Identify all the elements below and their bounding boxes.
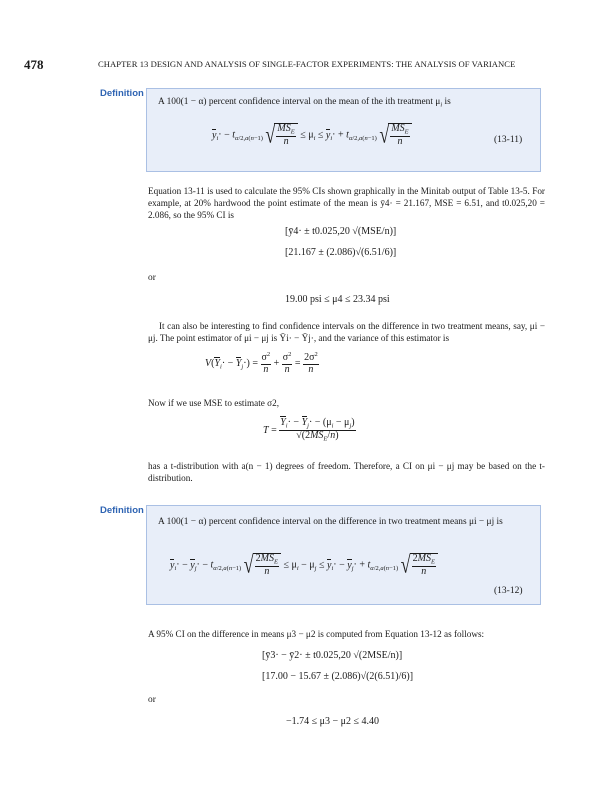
definition-text: A 100(1 − α) percent confidence interval on the difference in two treatment means μi − μj is [158, 517, 503, 527]
ci-result: −1.74 ≤ μ3 − μ2 ≤ 4.40 [286, 716, 379, 727]
ci-result: 19.00 psi ≤ μ4 ≤ 23.34 psi [285, 294, 390, 305]
or-text: or [148, 695, 156, 705]
or-text: or [148, 273, 156, 283]
paragraph: A 95% CI on the difference in means μ3 − μ2 is computed from Equation 13-12 as follows: [148, 629, 485, 639]
definition-label: Definition [100, 505, 144, 516]
paragraph: Now if we use MSE to estimate σ2, [148, 398, 280, 408]
equation-13-12: $y_i\cdot - y_j\cdot - t_{\alpha/2,a(n-1)}$ √ $\frac{2MS_E}{n}$ ≤ $\mu_i - \mu_j \le y_i\cdot - y_j\cdot + t_{\alpha/2,a(n-1)}$ √ $\frac{2MS_E}{n}$ [170, 553, 438, 578]
ci-step-1: [ȳ4· ± t0.025,20 √(MSE/n)] [285, 226, 397, 237]
ci-step-2: [21.167 ± (2.086)√(6.51/6)] [285, 247, 397, 258]
running-head: CHAPTER 13 DESIGN AND ANALYSIS OF SINGLE-FACTOR EXPERIMENTS: THE ANALYSIS OF VARIANCE [98, 59, 516, 69]
ci-step-2: [17.00 − 15.67 ± (2.086)√(2(6.51)/6)] [262, 671, 414, 682]
paragraph: It can also be interesting to find confidence intervals on the difference in two treatment means, say, μi − μj. The point estimator of μi − μj is Ȳi· − Ȳj·, and the variance of this estimator is [148, 321, 545, 343]
t-statistic-equation: T = $\frac{Y_i\cdot - Y_j\cdot - (\mu_i - \mu_j)}{√(2MS_E/n)}$ [263, 417, 355, 443]
equation-13-11: $y_i\cdot - t_{\alpha/2,a(n-1)}$ √ $\frac{MS_E}{n}$ ≤ $\mu_i \le y_i\cdot + t_{\alpha/2,a(n-1)}$ √ $\frac{MS_E}{n}$ [212, 123, 412, 148]
variance-equation: $V(Y_i\cdot - Y_j\cdot)$ = $\frac{\sigma^2}{n}$ + $\frac{\sigma^2}{n}$ = $\frac{2\sigma^2}{n}$ [205, 351, 318, 375]
equation-number: (13-11) [494, 135, 523, 145]
definition-label: Definition [100, 88, 144, 99]
equation-number: (13-12) [494, 586, 523, 596]
paragraph: Equation 13-11 is used to calculate the 95% CIs shown graphically in the Minitab output of Table 13-5. For example, at 20% hardwood the point estimate of the mean is ȳ4· = 21.167, MSE = 6.51, and t0.025,20 = 2.086, so the 95% CI is [148, 186, 545, 220]
definition-text: A 100(1 − α) percent confidence interval on the mean of the ith treatment $\mu_i$ is [158, 97, 451, 109]
ci-step-1: [ȳ3· − ȳ2· ± t0.025,20 √(2MSE/n)] [262, 650, 403, 661]
page-number: 478 [24, 57, 44, 72]
paragraph: has a t-distribution with a(n − 1) degrees of freedom. Therefore, a CI on μi − μj may be based on the t-distribution. [148, 461, 545, 483]
